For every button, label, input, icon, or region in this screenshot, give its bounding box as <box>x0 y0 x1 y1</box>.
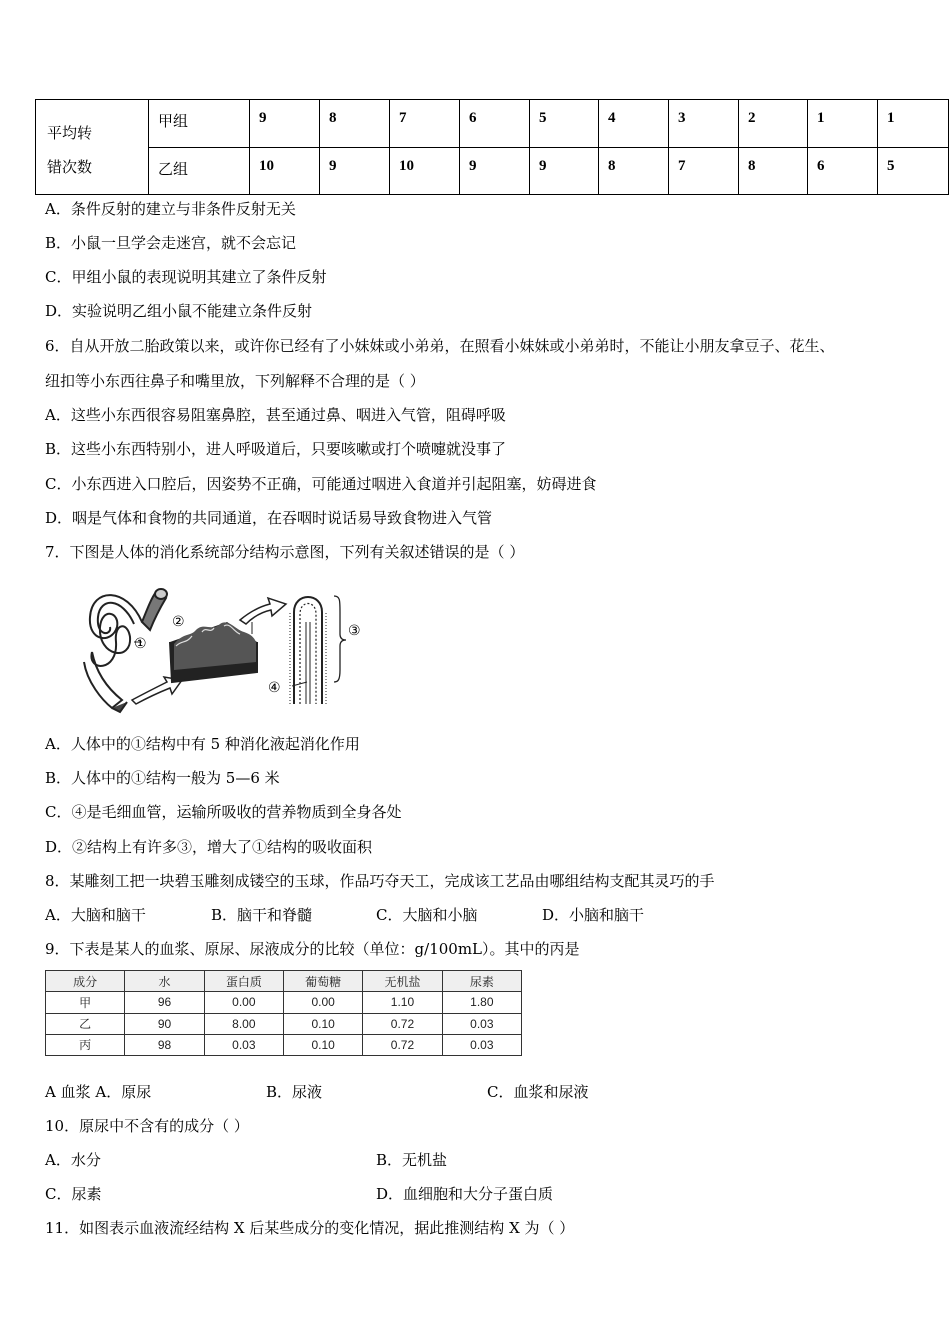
value-cell: 4 <box>599 100 669 148</box>
q6-option-c[interactable]: C．小东西进入口腔后，因姿势不正确，可能通过咽进入食道并引起阻塞，妨碍进食 <box>45 475 597 493</box>
q10-option-b[interactable]: B．无机盐 <box>376 1151 448 1169</box>
q8-stem: 8．某雕刻工把一块碧玉雕刻成镂空的玉球，作品巧夺天工，完成该工艺品由哪组结构支配其灵巧的手 <box>45 872 715 890</box>
header-cell: 葡萄糖 <box>283 971 362 992</box>
table-cell: 0.03 <box>442 1013 521 1034</box>
maze-error-table <box>35 99 949 195</box>
table-cell: 0.00 <box>283 992 362 1013</box>
value-cell: 3 <box>669 100 739 148</box>
figure-label: ③ <box>348 623 361 639</box>
value-cell: 9 <box>320 147 390 195</box>
table-cell: 1.80 <box>442 992 521 1013</box>
q6-option-b[interactable]: B．这些小东西特别小，进人呼吸道后，只要咳嗽或打个喷嚏就没事了 <box>45 440 507 458</box>
table-cell: 0.00 <box>204 992 283 1013</box>
value-cell: 7 <box>669 147 739 195</box>
q8-option-d[interactable]: D．小脑和脑干 <box>542 906 645 924</box>
table-cell: 0.72 <box>363 1013 442 1034</box>
table-cell: 丙 <box>46 1034 125 1055</box>
value-cell: 6 <box>460 100 530 148</box>
group-name-cell: 甲组 <box>149 100 250 148</box>
table-cell: 0.03 <box>442 1034 521 1055</box>
q5-option-a[interactable]: A．条件反射的建立与非条件反射无关 <box>45 200 296 218</box>
value-cell: 10 <box>390 147 460 195</box>
table-row <box>36 147 949 195</box>
q11-stem: 11．如图表示血液流经结构 X 后某些成分的变化情况，据此推测结构 X 为（ ） <box>45 1219 575 1237</box>
table-cell: 0.72 <box>363 1034 442 1055</box>
value-cell: 9 <box>250 100 320 148</box>
value-cell: 9 <box>460 147 530 195</box>
value-cell: 10 <box>250 147 320 195</box>
table-cell: 8.00 <box>204 1013 283 1034</box>
q10-option-c[interactable]: C．尿素 <box>45 1185 102 1203</box>
q5-option-b[interactable]: B．小鼠一旦学会走迷宫，就不会忘记 <box>45 234 297 252</box>
q9-option-b[interactable]: B．尿液 <box>266 1083 323 1101</box>
table-cell: 98 <box>125 1034 204 1055</box>
q6-stem-line2: 纽扣等小东西往鼻子和嘴里放，下列解释不合理的是（ ） <box>45 372 425 390</box>
q9-option-a[interactable]: A 血浆 A．原尿 <box>45 1083 152 1101</box>
table-cell: 0.10 <box>283 1013 362 1034</box>
intestinal-wall-drawing <box>170 622 257 682</box>
q9-stem: 9．下表是某人的血浆、原尿、尿液成分的比较（单位：g/100mL）。其中的丙是 <box>45 940 580 958</box>
q6-stem-line1: 6．自从开放二胎政策以来，或许你已经有了小妹妹或小弟弟，在照看小妹妹或小弟弟时，不能让小朋友拿豆子、花生、 <box>45 337 835 355</box>
header-cell: 蛋白质 <box>204 971 283 992</box>
value-cell: 7 <box>390 100 460 148</box>
header-cell: 成分 <box>46 971 125 992</box>
figure-label: ① <box>134 636 147 652</box>
q8-option-b[interactable]: B．脑干和脊髓 <box>211 906 313 924</box>
group-name-cell: 乙组 <box>149 147 250 195</box>
q7-option-c[interactable]: C．④是毛细血管，运输所吸收的营养物质到全身各处 <box>45 803 402 821</box>
value-cell: 9 <box>530 147 599 195</box>
q9-option-c[interactable]: C．血浆和尿液 <box>487 1083 589 1101</box>
row-label-line: 错次数 <box>47 158 93 176</box>
value-cell: 2 <box>739 100 808 148</box>
brace-3 <box>334 596 346 682</box>
row-label-line: 平均转 <box>47 124 93 142</box>
table-row <box>46 1013 522 1034</box>
table-cell: 96 <box>125 992 204 1013</box>
table-cell: 0.03 <box>204 1034 283 1055</box>
header-cell: 尿素 <box>442 971 521 992</box>
row-label-cell <box>36 100 149 195</box>
blood-composition-table <box>45 970 522 1056</box>
figure-label: ④ <box>268 680 281 696</box>
q10-option-d[interactable]: D．血细胞和大分子蛋白质 <box>376 1185 554 1203</box>
q8-option-c[interactable]: C．大脑和小脑 <box>376 906 478 924</box>
table-cell: 1.10 <box>363 992 442 1013</box>
table-row <box>36 100 949 148</box>
value-cell: 1 <box>808 100 878 148</box>
q5-option-d[interactable]: D．实验说明乙组小鼠不能建立条件反射 <box>45 302 313 320</box>
digestive-system-figure <box>72 582 372 714</box>
q10-option-a[interactable]: A．水分 <box>45 1151 101 1169</box>
table-row <box>46 1034 522 1055</box>
table-cell: 0.10 <box>283 1034 362 1055</box>
q7-option-b[interactable]: B．人体中的①结构一般为 5—6 米 <box>45 769 280 787</box>
value-cell: 8 <box>320 100 390 148</box>
value-cell: 1 <box>878 100 949 148</box>
q7-option-a[interactable]: A．人体中的①结构中有 5 种消化液起消化作用 <box>45 735 360 753</box>
value-cell: 5 <box>530 100 599 148</box>
table-cell: 90 <box>125 1013 204 1034</box>
table-header-row <box>46 971 522 992</box>
table-row <box>46 992 522 1013</box>
q7-option-d[interactable]: D．②结构上有许多③，增大了①结构的吸收面积 <box>45 838 373 856</box>
q6-option-a[interactable]: A．这些小东西很容易阻塞鼻腔，甚至通过鼻、咽进入气管，阻碍呼吸 <box>45 406 506 424</box>
q5-option-c[interactable]: C．甲组小鼠的表现说明其建立了条件反射 <box>45 268 327 286</box>
q8-option-a[interactable]: A．大脑和脑干 <box>45 906 146 924</box>
q10-stem: 10．原尿中不含有的成分（ ） <box>45 1117 249 1135</box>
figure-label: ② <box>172 614 185 630</box>
villus-drawing <box>290 597 326 704</box>
value-cell: 8 <box>739 147 808 195</box>
value-cell: 5 <box>878 147 949 195</box>
q6-option-d[interactable]: D．咽是气体和食物的共同通道，在吞咽时说话易导致食物进入气管 <box>45 509 493 527</box>
q7-stem: 7．下图是人体的消化系统部分结构示意图，下列有关叙述错误的是（ ） <box>45 543 525 561</box>
table-cell: 乙 <box>46 1013 125 1034</box>
header-cell: 无机盐 <box>363 971 442 992</box>
value-cell: 8 <box>599 147 669 195</box>
value-cell: 6 <box>808 147 878 195</box>
table-cell: 甲 <box>46 992 125 1013</box>
header-cell: 水 <box>125 971 204 992</box>
arrow-2 <box>240 598 286 624</box>
